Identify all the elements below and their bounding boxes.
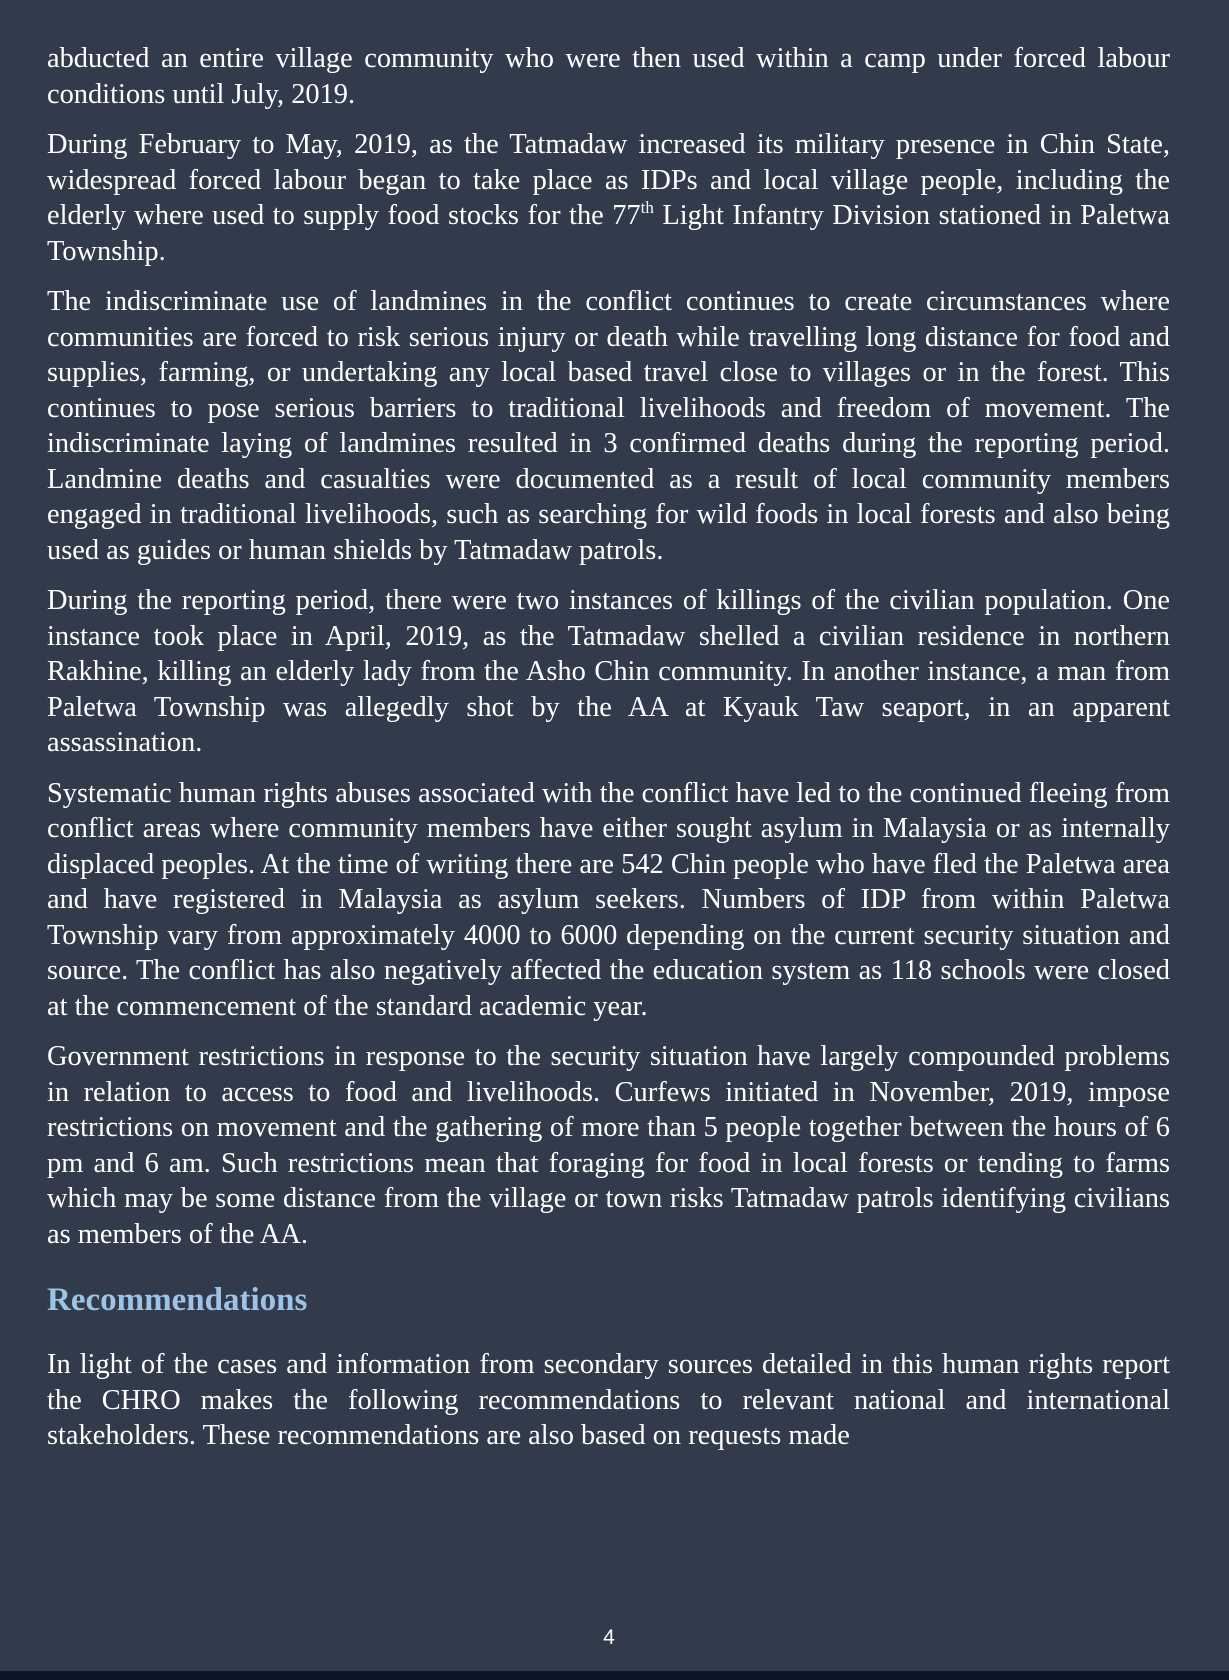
paragraph-forced-labour-camp: abducted an entire village community who were then used within a camp under forced labour conditions until July, 2019. [47, 43, 1170, 110]
paragraph-recommendations-intro: In light of the cases and information from secondary sources detailed in this human rights report the CHRO makes the following recommendations to relevant national and international stakeholders. These recommendations are also based on requests made [47, 1349, 1170, 1451]
paragraph-text-before: During February to May, 2019, as the Tatmadaw increased its military presence in Chin State, widespread forced labour began to take place as IDPs and local village people, including the elderly where used to supply food stocks for the 77 [47, 129, 1170, 231]
paragraph-killings: During the reporting period, there were two instances of killings of the civilian population. One instance took place in April, 2019, as the Tatmadaw shelled a civilian residence in northern Rakhine, killing an elderly lady from the Asho Chin community. In another instance, a man from Paletwa Township was allegedly shot by the AA at Kyauk Taw seaport, in an apparent assassination. [47, 585, 1170, 758]
paragraph-forced-labour-chin-state [47, 127, 1170, 269]
paragraph-text-after: Light Infantry Division stationed in Paletwa Township. [47, 200, 1170, 267]
paragraph-government-restrictions: Government restrictions in response to the security situation have largely compounded problems in relation to access to food and livelihoods. Curfews initiated in November, 2019, impose restrictions on movement and the gathering of more than 5 people together between the hours of 6 pm and 6 am. Such restrictions mean that foraging for food in local forests or tending to farms which may be some distance from the village or town risks Tatmadaw patrols identifying civilians as members of the AA. [47, 1041, 1170, 1250]
bottom-edge-bar [0, 1671, 1229, 1680]
paragraph-displacement: Systematic human rights abuses associated with the conflict have led to the continued fleeing from conflict areas where community members have either sought asylum in Malaysia or as internally displaced peoples. At the time of writing there are 542 Chin people who have fled the Paletwa area and have registered in Malaysia as asylum seekers. Numbers of IDP from within Paletwa Township vary from approximately 4000 to 6000 depending on the current security situation and source. The conflict has also negatively affected the education system as 118 schools were closed at the commencement of the standard academic year. [47, 777, 1170, 1022]
section-heading-recommendations: Recommendations [47, 1282, 308, 1318]
page-number: 4 [603, 1626, 615, 1649]
page-content [47, 41, 1170, 1469]
paragraph-landmines: The indiscriminate use of landmines in the conflict continues to create circumstances where communities are forced to risk serious injury or death while travelling long distance for food and supplies, farming, or undertaking any local based travel close to villages or in the forest. This continues to pose serious barriers to traditional livelihoods and freedom of movement. The indiscriminate laying of landmines resulted in 3 confirmed deaths during the reporting period. Landmine deaths and casualties were documented as a result of local community members engaged in traditional livelihoods, such as searching for wild foods in local forests and also being used as guides or human shields by Tatmadaw patrols. [47, 286, 1170, 566]
ordinal-superscript: th [640, 198, 654, 217]
